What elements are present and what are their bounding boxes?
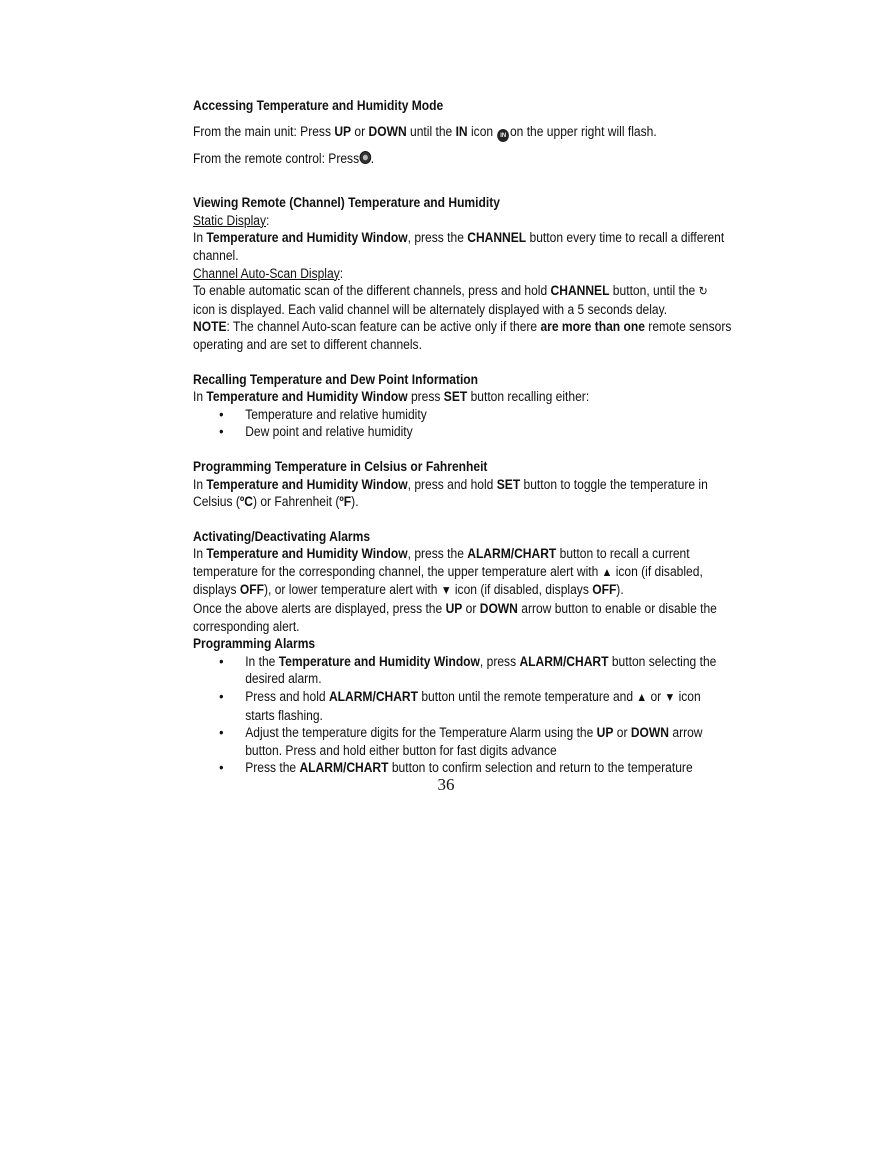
section-title-viewing-remote: Viewing Remote (Channel) Temperature and Humidity xyxy=(193,195,500,211)
paragraph-static-display: In Temperature and Humidity Window, press the CHANNEL button every time to recall a different channel. xyxy=(193,230,725,263)
section-title-programming-alarms: Programming Alarms xyxy=(193,636,316,652)
list-item: • In the Temperature and Humidity Window, press ALARM/CHART button selecting the desired alarm. xyxy=(193,653,733,688)
recall-options-list xyxy=(193,406,733,441)
down-triangle-icon: ▼ xyxy=(440,583,452,598)
paragraph-celsius-fahrenheit: In Temperature and Humidity Window, press and hold SET button to toggle the temperature in Celsius (ºC) or Fahrenheit (ºF). xyxy=(193,476,708,510)
section-title-celsius-fahrenheit: Programming Temperature in Celsius or Fahrenheit xyxy=(193,458,488,474)
label-static-display: Static Display: xyxy=(193,212,270,228)
document-page xyxy=(193,97,733,777)
section-title-alarms: Activating/Deactivating Alarms xyxy=(193,528,371,544)
list-item: • Press and hold ALARM/CHART button until the remote temperature and ▲ or ▼ icon starts flashing. xyxy=(193,688,733,724)
up-triangle-icon: ▲ xyxy=(636,690,648,705)
list-item: • Press the ALARM/CHART button to confirm selection and return to the temperature xyxy=(193,759,733,777)
paragraph-main-unit-instruction: From the main unit: Press UP or DOWN until the IN icon IN on the upper right will flash. xyxy=(193,123,733,142)
paragraph-autoscan: To enable automatic scan of the different channels, press and hold CHANNEL button, until the ↻ icon is displayed. Each valid channel will be alternately displayed with a 5 seconds delay. xyxy=(193,283,708,317)
label-autoscan-display: Channel Auto-Scan Display: xyxy=(193,265,344,281)
paragraph-note: NOTE: The channel Auto-scan feature can be active only if there are more than one remote sensors operating and are set to different channels. xyxy=(193,319,732,352)
list-item: • Adjust the temperature digits for the Temperature Alarm using the UP or DOWN arrow button. Press and hold either button for fast digits advance xyxy=(193,724,733,759)
section-title-accessing-mode: Accessing Temperature and Humidity Mode xyxy=(193,98,444,113)
refresh-cycle-icon: ↻ xyxy=(698,284,708,299)
programming-alarms-list xyxy=(193,653,733,777)
down-triangle-icon: ▼ xyxy=(664,690,676,705)
paragraph-alarms-recall: In Temperature and Humidity Window, press the ALARM/CHART button to recall a current temperature for the corresponding channel, the upper temperature alert with ▲ icon (if disabled, displays OFF), or lower temperature alert with ▼ icon (if disabled, displays OFF). xyxy=(193,546,703,598)
paragraph-recalling: In Temperature and Humidity Window press SET button recalling either: xyxy=(193,389,590,405)
page-number: 36 xyxy=(437,775,455,794)
in-icon: IN xyxy=(497,129,509,142)
remote-button-icon xyxy=(359,151,371,164)
section-title-recalling-dew-point: Recalling Temperature and Dew Point Information xyxy=(193,371,479,387)
up-triangle-icon: ▲ xyxy=(601,564,613,579)
paragraph-remote-instruction: From the remote control: Press . xyxy=(193,150,375,166)
paragraph-alarms-enable: Once the above alerts are displayed, press the UP or DOWN arrow button to enable or disable the corresponding alert. xyxy=(193,601,717,634)
list-item: • Dew point and relative humidity xyxy=(193,423,733,441)
list-item: • Temperature and relative humidity xyxy=(193,406,733,424)
